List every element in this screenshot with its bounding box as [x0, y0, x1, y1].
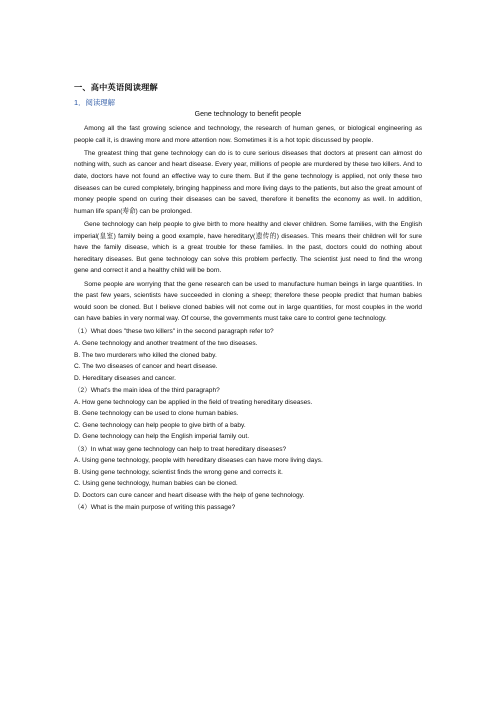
paragraph: Some people are worrying that the gene research can be used to manufacture human beings in large quantities. In the past few years, scientists have succeeded in cloning a sheep; therefore these people predict that human babies would soon be cloned. But I believe cloned babies will not come out in large quantities, for most couples in the world can have babies in very normal way. Of course, the governments must take care to control gene technology.: [74, 280, 422, 323]
sub-title: 1．阅读理解: [74, 98, 116, 107]
question-option: D. Hereditary diseases and cancer.: [74, 374, 176, 382]
question-option: A. Gene technology and another treatment of the two diseases.: [74, 340, 258, 348]
question-stem: （2）What's the main idea of the third paragraph?: [74, 387, 220, 395]
paragraph: Among all the fast growing science and technology, the research of human genes, or biological engineering as people call it, is drawing more and more attention now. Sometimes it is a hot topic discussed by people.: [74, 125, 422, 144]
article-body: [74, 123, 422, 514]
question-option: B. Gene technology can be used to clone human babies.: [74, 410, 239, 418]
question-option: D. Doctors can cure cancer and heart disease with the help of gene technology.: [74, 491, 305, 499]
question-option: C. The two diseases of cancer and heart disease.: [74, 363, 218, 371]
question-option: A. How gene technology can be applied in the field of treating hereditary diseases.: [74, 398, 313, 406]
question-option: D. Gene technology can help the English imperial family out.: [74, 433, 250, 441]
article-title: Gene technology to benefit people: [194, 111, 302, 118]
paragraph: Gene technology can help people to give birth to more healthy and clever children. Some families, with the English imperial(皇室) family being a good example, have hereditary(遗传的) diseases. This means their children will for sure have the family disease, which is a great trouble for these families. In the past, doctors could do nothing about hereditary diseases. But gene technology can solve this problem perfectly. The scientist just need to find the wrong gene and correct it and a healthy child will be born.: [74, 220, 422, 275]
question-stem: （1）What does "these two killers" in the second paragraph refer to?: [74, 328, 274, 336]
question-option: A. Using gene technology, people with hereditary diseases can have more living days.: [74, 457, 323, 465]
question-option: B. Using gene technology, scientist finds the wrong gene and corrects it.: [74, 468, 283, 476]
paragraph: The greatest thing that gene technology can do is to cure serious diseases that doctors at present can almost do nothing with, such as cancer and heart disease. Every year, millions of people are murdered by these two killers. And to date, doctors have not found an effective way to cure them. But if the gene technology is applied, not only these two diseases can be cured completely, bringing happiness and more living days to the patients, but also the great amount of money people spend on curing their diseases can be saved, therefore it benefits the economy as well. In addition, human life span(寿命) can be prolonged.: [74, 149, 422, 215]
section-title: 一、高中英语阅读理解: [74, 83, 158, 92]
question-stem: （4）What is the main purpose of writing this passage?: [74, 504, 236, 512]
question-option: C. Using gene technology, human babies can be cloned.: [74, 480, 238, 488]
question-stem: （3）In what way gene technology can help to treat hereditary diseases?: [74, 445, 287, 453]
question-option: C. Gene technology can help people to give birth of a baby.: [74, 421, 246, 429]
question-option: B. The two murderers who killed the cloned baby.: [74, 351, 217, 359]
